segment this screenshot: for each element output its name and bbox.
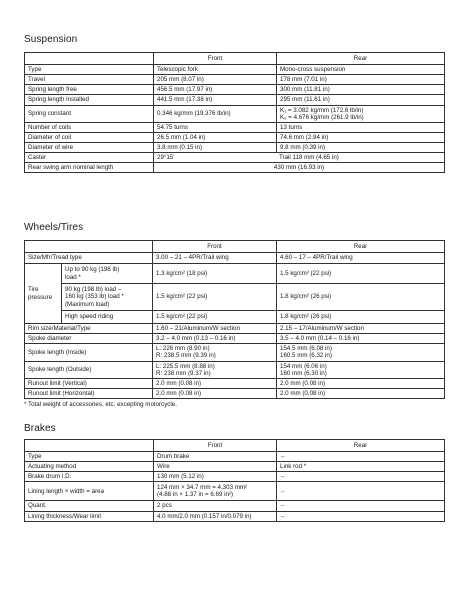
header-front: Front bbox=[154, 440, 277, 452]
pressure-condition-line: High speed riding bbox=[65, 313, 114, 321]
row-label: Lining length × width = area bbox=[25, 482, 154, 501]
row-label: Spoke length (Inside) bbox=[25, 344, 153, 361]
front-value-line: 130 mm (5.12 in) bbox=[157, 473, 204, 481]
table-header-row bbox=[25, 53, 445, 65]
table-row bbox=[25, 85, 445, 95]
pressure-condition-line: (Maximum load) bbox=[65, 300, 110, 308]
front-value bbox=[153, 334, 277, 344]
header-blank bbox=[25, 241, 153, 253]
rear-value: 4.60 – 17 – 4PR/Trail wing bbox=[277, 253, 445, 264]
table-row bbox=[25, 388, 445, 398]
table-header-row bbox=[25, 241, 445, 253]
wheels-tires-title: Wheels/Tires bbox=[24, 222, 84, 233]
row-label: Number of coils bbox=[25, 122, 154, 132]
front-value bbox=[154, 462, 277, 472]
table-row bbox=[25, 361, 445, 378]
pressure-condition bbox=[62, 284, 153, 311]
table-row bbox=[25, 132, 445, 142]
table-row bbox=[25, 511, 445, 521]
table-row bbox=[25, 122, 445, 132]
pressure-condition-line: 160 kg (353 lb) load * bbox=[65, 293, 124, 301]
rear-value: 74.6 mm (2.94 in) bbox=[277, 132, 445, 142]
front-value bbox=[153, 388, 277, 398]
table-row bbox=[25, 75, 445, 85]
front-value-line: R: 238.5 mm (9.39 in) bbox=[156, 352, 216, 360]
header-blank bbox=[25, 440, 154, 452]
front-value bbox=[154, 482, 277, 501]
front-value: 26.5 mm (1.04 in) bbox=[154, 132, 277, 142]
rear-value-line: 2.0 mm (0.08 in) bbox=[280, 379, 326, 387]
front-value bbox=[153, 344, 277, 361]
rear-value bbox=[277, 388, 445, 398]
front-value bbox=[153, 378, 277, 388]
row-label: Size/Mfr/Tread type bbox=[25, 253, 153, 264]
front-value: 1.5 kg/cm² (22 psi) bbox=[153, 311, 277, 324]
row-label: Quant. bbox=[25, 501, 154, 511]
front-value-line: 2.0 mm (0.08 in) bbox=[156, 379, 202, 387]
row-label: Spring constant bbox=[25, 105, 154, 122]
front-value-line: Wire bbox=[157, 463, 170, 471]
front-value-line: 2 pcs bbox=[157, 502, 172, 510]
rear-value bbox=[277, 344, 445, 361]
front-value-line: L: 226 mm (8.90 in) bbox=[156, 345, 210, 353]
row-label: Rear swing arm nominal length bbox=[25, 163, 154, 173]
front-value: 3.00 – 21 – 4PR/Trail wing bbox=[153, 253, 277, 264]
front-value: 1.3 kg/cm² (18 psi) bbox=[153, 264, 277, 284]
table-row bbox=[25, 253, 445, 264]
front-value bbox=[153, 324, 277, 334]
rear-value: Mono-cross suspension bbox=[277, 65, 445, 75]
pressure-condition bbox=[62, 311, 153, 324]
front-value-line: R: 238 mm (9.37 in) bbox=[156, 369, 211, 377]
row-label: Runout limit (Vertical) bbox=[25, 378, 153, 388]
caster-trail-cell bbox=[154, 153, 445, 163]
row-label: Spring length installed bbox=[25, 95, 154, 105]
row-label: Runout limit (Horizontal) bbox=[25, 388, 153, 398]
table-row bbox=[25, 65, 445, 75]
table-row bbox=[25, 462, 445, 472]
table-row bbox=[25, 482, 445, 501]
rear-value: 1.5 kg/cm² (22 psi) bbox=[277, 264, 445, 284]
rear-value: ← bbox=[277, 482, 445, 501]
rear-value-line: 2.0 mm (0.08 in) bbox=[280, 389, 326, 397]
pressure-condition-line: load * bbox=[65, 273, 81, 281]
row-label: Type bbox=[25, 452, 154, 462]
rear-value bbox=[277, 105, 445, 122]
rear-value: 13 turns bbox=[277, 122, 445, 132]
front-value: 3.8 mm (0.15 in) bbox=[154, 143, 277, 153]
rear-value: ← bbox=[277, 452, 445, 462]
footnote: * Total weight of accessories, etc. excepting motorcycle. bbox=[24, 401, 177, 408]
rear-value bbox=[277, 378, 445, 388]
rear-value-line: K₂ = 4.676 kg/mm (261.9 lb/in) bbox=[280, 113, 364, 121]
front-value: 0.346 kg/mm (19.376 lb/in) bbox=[154, 105, 277, 122]
header-rear: Rear bbox=[277, 53, 445, 65]
row-label: Spoke diameter bbox=[25, 334, 153, 344]
table-header-row bbox=[25, 440, 445, 452]
suspension-title: Suspension bbox=[24, 34, 78, 45]
rear-value: 300 mm (11.81 in) bbox=[277, 85, 445, 95]
rear-value-line: 154.5 mm (6.08 in) bbox=[280, 345, 332, 353]
rear-value-line: 2.15 – 17/Aluminum/W section bbox=[280, 325, 364, 332]
table-row bbox=[25, 452, 445, 462]
front-value-line: 4.0 mm/2.0 mm (0.157 in/0.079 in) bbox=[157, 512, 252, 520]
rear-value: 1.8 kg/cm² (26 psi) bbox=[277, 311, 445, 324]
table-row bbox=[25, 264, 445, 284]
rear-value bbox=[277, 334, 445, 344]
front-value bbox=[153, 361, 277, 378]
row-label: Lining thickness/Wear limit bbox=[25, 511, 154, 521]
rear-value-line: 160 mm (6.30 in) bbox=[280, 369, 327, 377]
table-row bbox=[25, 324, 445, 334]
front-value: 1.5 kg/cm² (22 psi) bbox=[153, 284, 277, 311]
front-value: Telescopic fork bbox=[154, 65, 277, 75]
header-front: Front bbox=[153, 241, 277, 253]
header-front: Front bbox=[154, 53, 277, 65]
front-value bbox=[154, 472, 277, 482]
rear-value: ← bbox=[277, 501, 445, 511]
row-label: Actuating method bbox=[25, 462, 154, 472]
front-value: 205 mm (8.07 in) bbox=[154, 75, 277, 85]
table-row bbox=[25, 105, 445, 122]
suspension-table bbox=[24, 52, 445, 173]
rear-value-line: 3.5 – 4.0 mm (0.14 – 0.16 in) bbox=[280, 335, 360, 343]
header-rear: Rear bbox=[277, 440, 445, 452]
table-row bbox=[25, 472, 445, 482]
table-row bbox=[25, 378, 445, 388]
swing-arm-value: 430 mm (16.93 in) bbox=[154, 163, 445, 173]
rear-value: 1.8 kg/cm² (26 psi) bbox=[277, 284, 445, 311]
front-value bbox=[154, 511, 277, 521]
front-value bbox=[154, 452, 277, 462]
front-value-line: 2.0 mm (0.08 in) bbox=[156, 389, 202, 397]
table-row bbox=[25, 334, 445, 344]
header-rear: Rear bbox=[277, 241, 445, 253]
pressure-condition-line: Up to 90 kg (198 lb) bbox=[65, 266, 120, 274]
rear-value: 178 mm (7.01 in) bbox=[277, 75, 445, 85]
front-value-line: L: 225.5 mm (8.88 in) bbox=[156, 362, 215, 370]
table-row bbox=[25, 95, 445, 105]
front-value-line: (4.88 in × 1.37 in = 6.69 in²) bbox=[157, 491, 234, 499]
row-label: Travel bbox=[25, 75, 154, 85]
front-value bbox=[154, 501, 277, 511]
pressure-condition-line: 90 kg (198 lb) load – bbox=[65, 286, 122, 294]
row-label: Brake drum I.D. bbox=[25, 472, 154, 482]
brakes-table bbox=[24, 439, 445, 522]
rear-value-line: 160.5 mm (6.32 in) bbox=[280, 352, 332, 360]
rear-value bbox=[277, 361, 445, 378]
rear-value: ← bbox=[277, 472, 445, 482]
front-value: 456.5 mm (17.97 in) bbox=[154, 85, 277, 95]
front-value-line: 124 mm × 34.7 mm = 4,303 mm² bbox=[157, 484, 248, 492]
rear-value-line: K₁ = 3.082 kg/mm (172.6 lb/in) bbox=[280, 106, 364, 114]
tire-pressure-label: Tire pressure bbox=[25, 264, 62, 324]
rear-value: Link rod * bbox=[277, 462, 445, 472]
rear-value-line: 154 mm (6.06 in) bbox=[280, 362, 327, 370]
row-label: Caster bbox=[25, 153, 154, 163]
table-row bbox=[25, 284, 445, 311]
header-blank bbox=[25, 53, 154, 65]
table-row bbox=[25, 143, 445, 153]
row-label: Spoke length (Outside) bbox=[25, 361, 153, 378]
pressure-condition bbox=[62, 264, 153, 284]
front-value-line: Drum brake bbox=[157, 453, 190, 460]
row-label: Type bbox=[25, 65, 154, 75]
front-value: 441.5 mm (17.38 in) bbox=[154, 95, 277, 105]
row-label: Diameter of wire bbox=[25, 143, 154, 153]
front-value-line: 3.2 – 4.0 mm (0.13 – 0.16 in) bbox=[156, 335, 236, 343]
rear-value: 295 mm (11.61 in) bbox=[277, 95, 445, 105]
rear-value bbox=[277, 324, 445, 334]
table-row bbox=[25, 311, 445, 324]
front-value-line: 1.60 – 21/Aluminum/W section bbox=[156, 325, 240, 332]
brakes-title: Brakes bbox=[24, 423, 56, 434]
caster-value: 29°15' bbox=[157, 154, 175, 162]
row-label: Diameter of coil bbox=[25, 132, 154, 142]
rear-value: 9.8 mm (0.39 in) bbox=[277, 143, 445, 153]
table-row bbox=[25, 163, 445, 173]
rear-value: ← bbox=[277, 511, 445, 521]
wheels-tires-table bbox=[24, 240, 445, 399]
row-label: Spring length free bbox=[25, 85, 154, 95]
table-row bbox=[25, 501, 445, 511]
trail-value: Trail 118 mm (4.65 in) bbox=[279, 154, 339, 162]
table-row bbox=[25, 153, 445, 163]
table-row bbox=[25, 344, 445, 361]
front-value: 54.75 turns bbox=[154, 122, 277, 132]
row-label: Rim size/Material/Type bbox=[25, 324, 153, 334]
